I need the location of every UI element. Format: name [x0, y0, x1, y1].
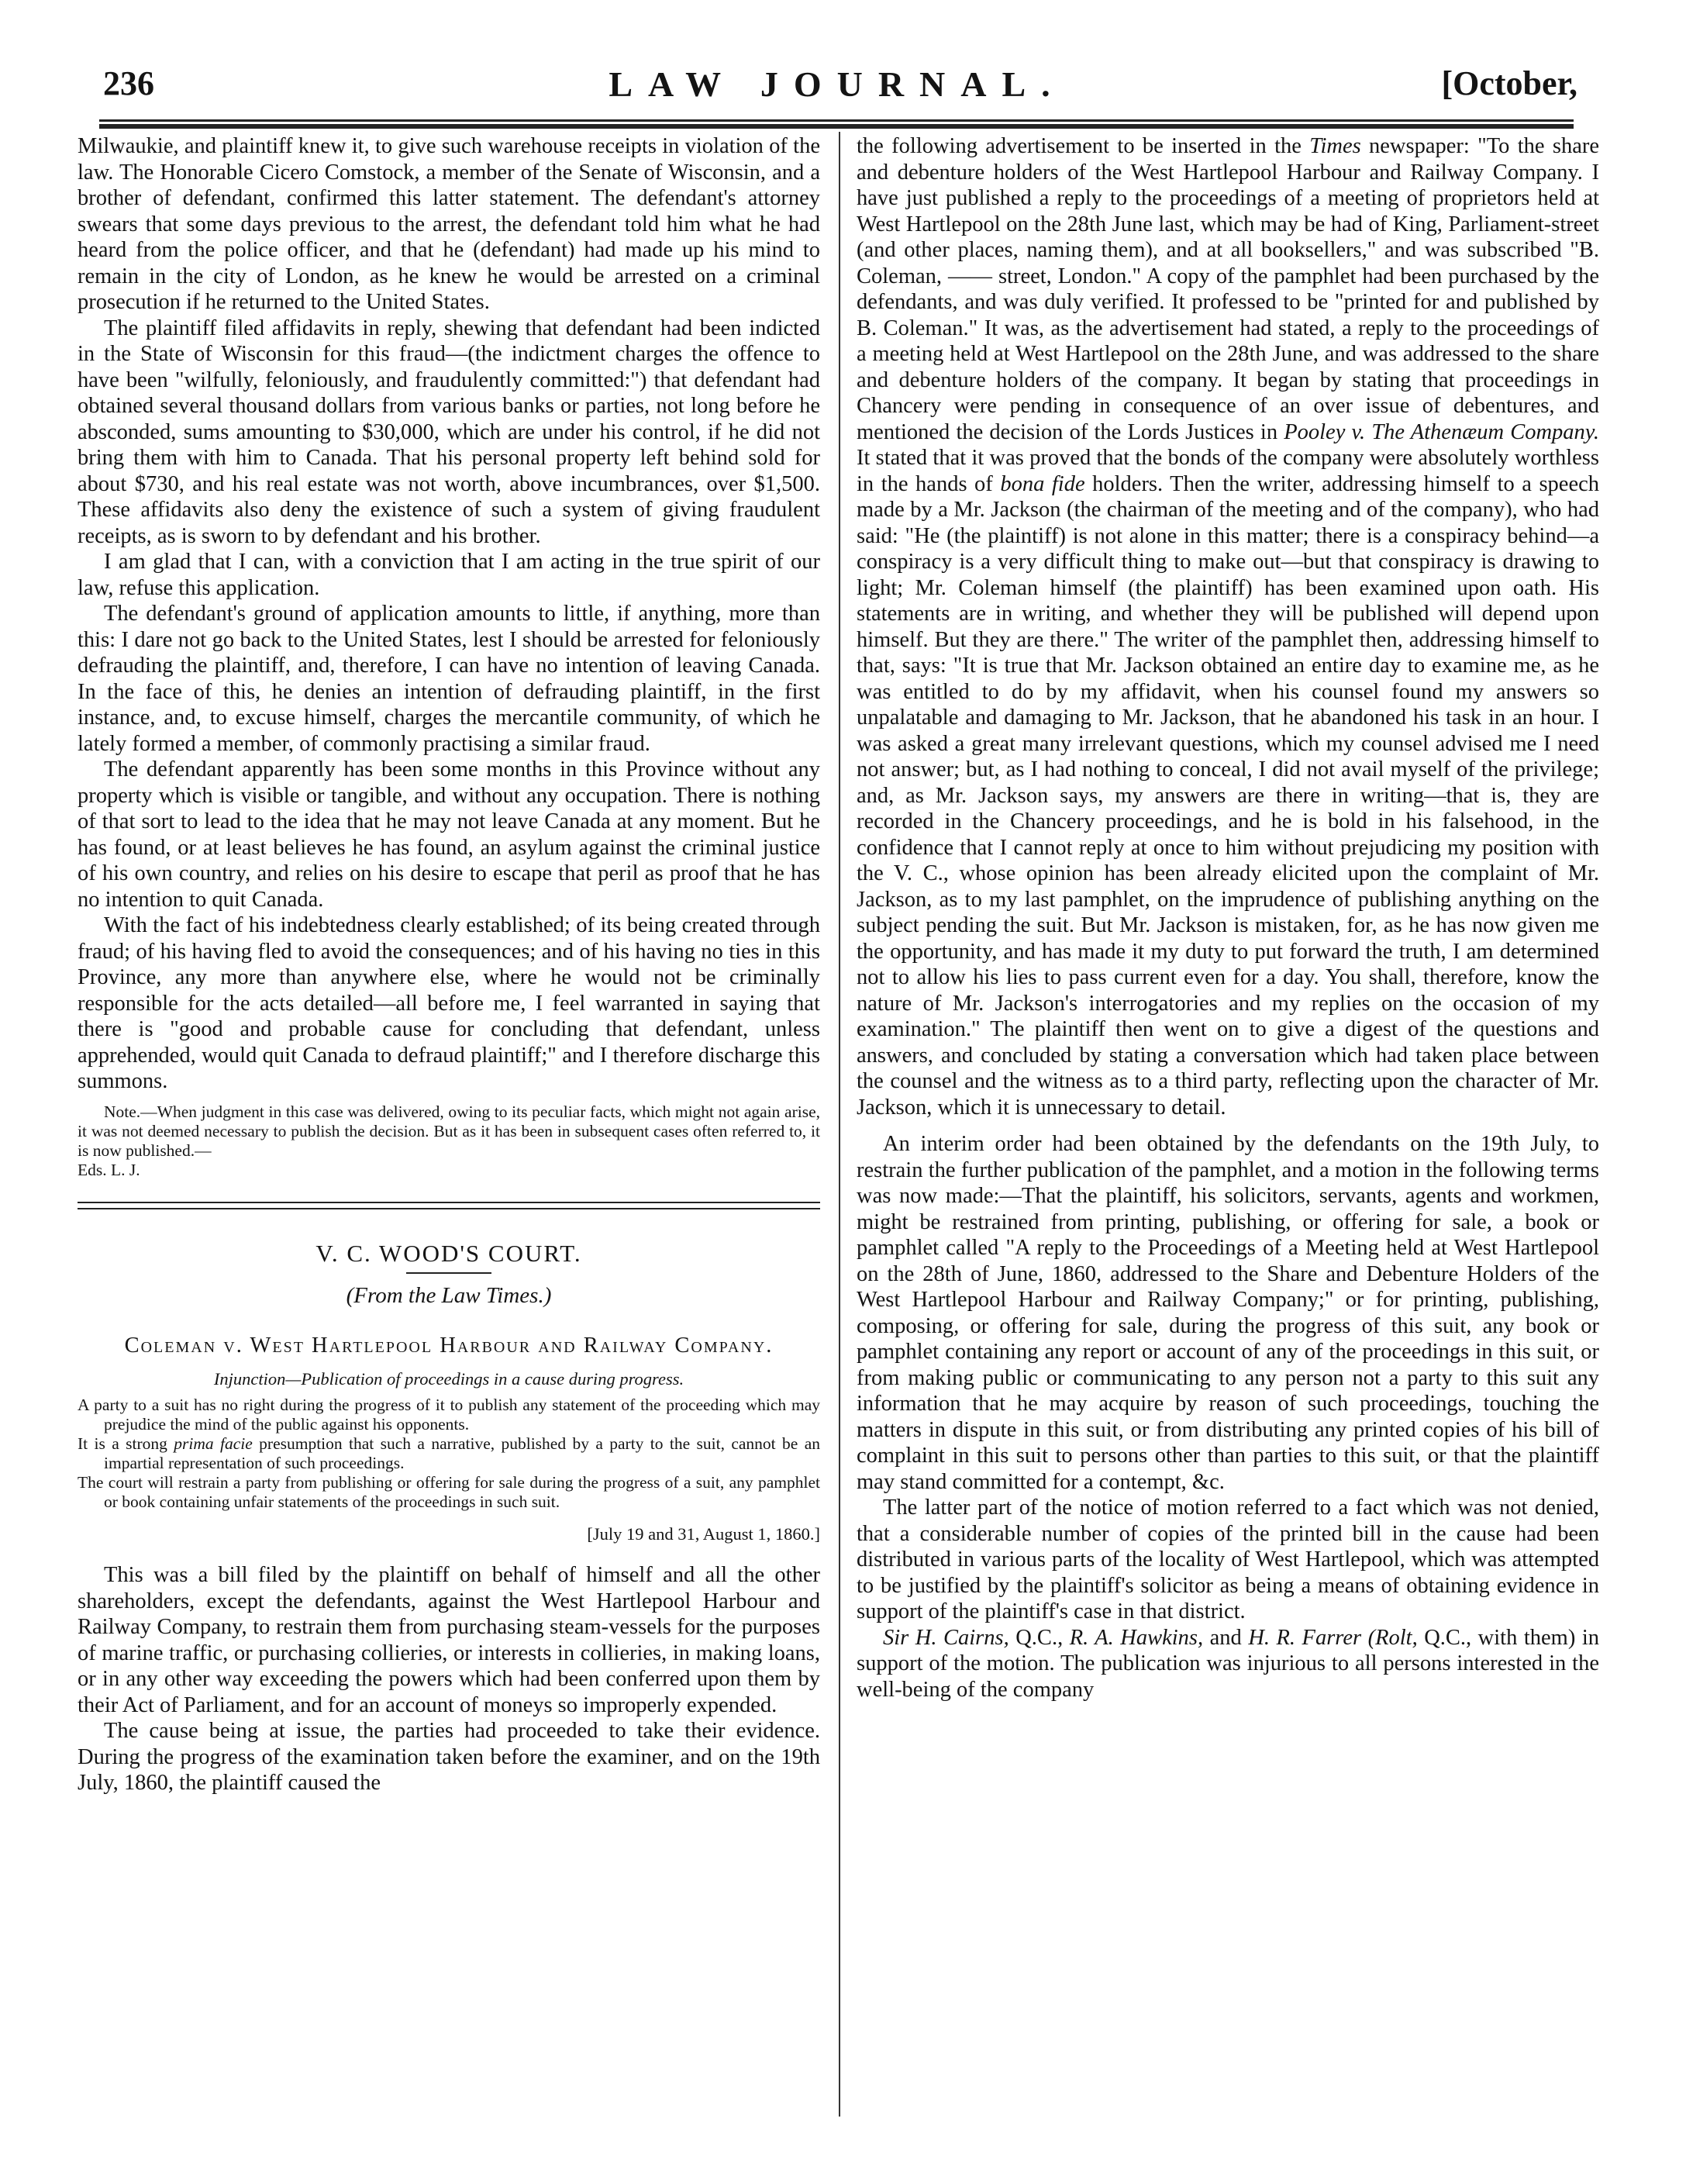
- section-rule: [78, 1208, 820, 1209]
- header-rule-thin: [99, 119, 1574, 122]
- paragraph: The defendant apparently has been some months in this Province without any property which is visible or tangible, and without any occupation. There is nothing of that sort to lead to the idea that he may not leave Canada at any moment. But he has found, or at least believes he has found, an asylum against the criminal justice of his own country, and relies on his desire to escape that peril as proof that he has no intention to quit Canada.: [78, 757, 820, 912]
- editors-note: [78, 1102, 820, 1180]
- journal-title: LAW JOURNAL.: [609, 64, 1066, 104]
- headnote: Injunction—Publication of proceedings in a cause during progress.: [213, 1369, 684, 1389]
- paragraph: the following advertisement to be inserted in the Times newspaper: "To the share and debenture holders of the West Hartlepool Harbour and Railway Company. I have just published a reply to the proceedings of a meeting of proprietors held at West Hartlepool on the 28th June last, which may be had of King, Parliament-street (and other places, naming them), and at all booksellers," and was subscribed "B. Coleman, —— street, London." A copy of the pamphlet had been purchased by the defendants, and was duly verified. It professed to be "printed for and published by B. Coleman." It was, as the advertisement had stated, a reply to the proceedings of a meeting held at West Hartlepool on the 28th June, and was addressed to the share and debenture holders of the company. It began by stating that proceedings in Chancery were pending in consequence of an over issue of debentures, and mentioned the decision of the Lords Justices in Pooley v. The Athenæum Company. It stated that it was proved that the bonds of the company were absolutely worthless in the hands of bona fide holders. Then the writer, addressing himself to a speech made by a Mr. Jackson (the chairman of the meeting and of the company), who had said: "He (the plaintiff) is not alone in this matter; there is a conspiracy behind—a conspiracy is a very difficult thing to make out—but that conspiracy is drawing to light; Mr. Coleman himself (the plaintiff) has been examined upon oath. His statements are in writing, and whether they will be published will depend upon himself. But they are there." The writer of the pamphlet then, addressing himself to that, says: "It is true that Mr. Jackson obtained an entire day to examine me, as he was entitled to do by my affidavit, when his counsel found my answers so unpalatable and damaging to Mr. Jackson, that he abandoned his task in an hour. I was asked a great many irrelevant questions, which my counsel advised me I need not answer; but, as I had nothing to conceal, I did not avail myself of the privilege; and, as Mr. Jackson says, my answers are there in writing—that is, they are recorded in the Chancery proceedings, and he is bold in his falsehood, in the confidence that I cannot reply at once to him without prejudicing my position with the V. C., whose opinion has been already elicited upon the complaint of Mr. Jackson, as to my last pamphlet, on the imprudence of publishing anything on the subject pending the suit. But Mr. Jackson is mistaken, for, as he has now given me the opportunity, and has made it my duty to put forward the truth, I am determined not to allow his lies to pass current even for a day. You shall, therefore, know the nature of Mr. Jackson's interrogatories and my replies on the occasion of my examination." The plaintiff then went on to give a digest of the questions and answers, and concluded by stating a conversation which had taken place between the counsel and the witness as to a third party, reflecting upon the character of Mr. Jackson, which it is unnecessary to detail.: [857, 134, 1599, 1120]
- column-divider: [839, 132, 840, 2117]
- case-title: Coleman v. West Hartlepool Harbour and Railway Company.: [124, 1333, 774, 1358]
- right-column: [857, 133, 1599, 1703]
- hearing-dates: [July 19 and 31, August 1, 1860.]: [587, 1523, 820, 1544]
- syllabus-point: It is a strong prima facie presumption that such a narrative, published by a party to the suit, cannot be an impartial representation of such proceedings.: [78, 1434, 820, 1472]
- editors-note-signature: Eds. L. J.: [78, 1160, 140, 1179]
- court-heading-rule: [406, 1272, 491, 1274]
- paragraph: With the fact of his indebtedness clearly established; of its being created through fraud; of his having fled to avoid the consequences; and of his having no ties in this Province, any more than anywhere else, where he would not be criminally responsible for the acts detailed—all before me, I feel warranted in saying that there is "good and probable cause for concluding that defendant, unless apprehended, would quit Canada to defraud plaintiff;" and I therefore discharge this summons.: [78, 913, 820, 1093]
- paragraph: Sir H. Cairns, Q.C., R. A. Hawkins, and H. R. Farrer (Rolt, Q.C., with them) in support of the motion. The publication was injurious to all persons interested in the well-being of the company: [857, 1625, 1599, 1702]
- page-number: 236: [103, 64, 154, 102]
- running-header: [97, 64, 1577, 110]
- issue-month: [October,: [1441, 64, 1577, 102]
- paragraph: Milwaukie, and plaintiff knew it, to give such warehouse receipts in violation of the law. The Honorable Cicero Comstock, a member of the Senate of Wisconsin, and a brother of defendant, confirmed this latter statement. The defendant's attorney swears that some days previous to the arrest, the defendant told him what he had heard from the police officer, and that he (defendant) had made up his mind to remain in the city of London, as he knew he would be arrested on a criminal prosecution if he returned to the United States.: [78, 134, 820, 314]
- paragraph: This was a bill filed by the plaintiff on behalf of himself and all the other shareholders, except the defendants, against the West Hartlepool Harbour and Railway Company, to restrain them from purchasing steam-vessels for the purposes of marine traffic, or purchasing collieries, or interests in collieries, in making loans, or in any other way exceeding the powers which had been conferred upon them by their Act of Parliament, and for an account of moneys so improperly expended.: [78, 1563, 820, 1717]
- section-rule: [78, 1202, 820, 1203]
- syllabus-point: A party to a suit has no right during the progress of it to publish any statement of the proceeding which may prejudice the mind of the public against his opponents.: [78, 1395, 820, 1434]
- paragraph: I am glad that I can, with a conviction that I am acting in the true spirit of our law, refuse this application.: [78, 550, 820, 600]
- paragraph: The cause being at issue, the parties had proceeded to take their evidence. During the progress of the examination taken before the examiner, and on the 19th July, 1860, the plaintiff caused the: [78, 1719, 820, 1795]
- paragraph: The latter part of the notice of motion referred to a fact which was not denied, that a considerable number of copies of the printed bill in the cause had been distributed in various parts of the locality of West Hartlepool, which was attempted to be justified by the plaintiff's solicitor as being a means of obtaining evidence in support of the plaintiff's case in that district.: [857, 1496, 1599, 1623]
- paragraph: The defendant's ground of application amounts to little, if anything, more than this: I dare not go back to the United States, lest I should be arrested for feloniously defrauding the plaintiff, and, therefore, I can have no intention of leaving Canada. In the face of this, he denies an intention of defrauding plaintiff, in the first instance, and, to excuse himself, charges the mercantile community, of which he lately formed a member, of commonly practising a similar fraud.: [78, 602, 820, 756]
- paragraph: The plaintiff filed affidavits in reply, shewing that defendant had been indicted in the State of Wisconsin for this fraud—(the indictment charges the offence to have been "wilfully, feloniously, and fraudulently committed:") that defendant had obtained several thousand dollars from various banks or parties, not long before he absconded, sums amounting to $30,000, which are under his control, if he did not bring them with him to Canada. That his personal property left behind sold for about $730, and his real estate was not worth, above incumbrances, over $1,500. These affidavits also deny the existence of such a system of giving fraudulent receipts, as is sworn to by defendant and his brother.: [78, 316, 820, 548]
- left-column: [78, 133, 820, 1796]
- syllabus-point: The court will restrain a party from publishing or offering for sale during the progress of a suit, any pamphlet or book containing unfair statements of the proceedings in such suit.: [78, 1472, 820, 1511]
- header-rule-thick: [99, 124, 1574, 129]
- source-line: (From the Law Times.): [346, 1283, 552, 1308]
- syllabus-points: [78, 1396, 820, 1512]
- court-heading: V. C. WOOD'S COURT.: [315, 1239, 582, 1267]
- editors-note-text: Note.—When judgment in this case was delivered, owing to its peculiar facts, which might not again arise, it was not deemed necessary to publish the decision. But as it has been in subsequent cases often referred to, it is now published.—: [78, 1102, 820, 1160]
- paragraph: An interim order had been obtained by the defendants on the 19th July, to restrain the further publication of the pamphlet, and a motion in the following terms was now made:—That the plaintiff, his solicitors, servants, agents and workmen, might be restrained from printing, publishing, or offering for sale, a book or pamphlet called "A reply to the Proceedings of a Meeting held at West Hartlepool on the 28th of June, 1860, addressed to the Share and Debenture Holders of the West Hartlepool Harbour and Railway Company;" or for printing, publishing, composing, or offering for sale, during the progress of this suit, any book or pamphlet containing any report or account of any of the proceedings in this suit, or from making public or communicating to any person not a party to this suit any information that he may acquire by reason of such proceedings, touching the matters in dispute in this suit, or from distributing any printed copies of his bill of complaint in this suit to persons other than parties to this suit, or that the plaintiff may stand committed for a contempt, &c.: [857, 1132, 1599, 1494]
